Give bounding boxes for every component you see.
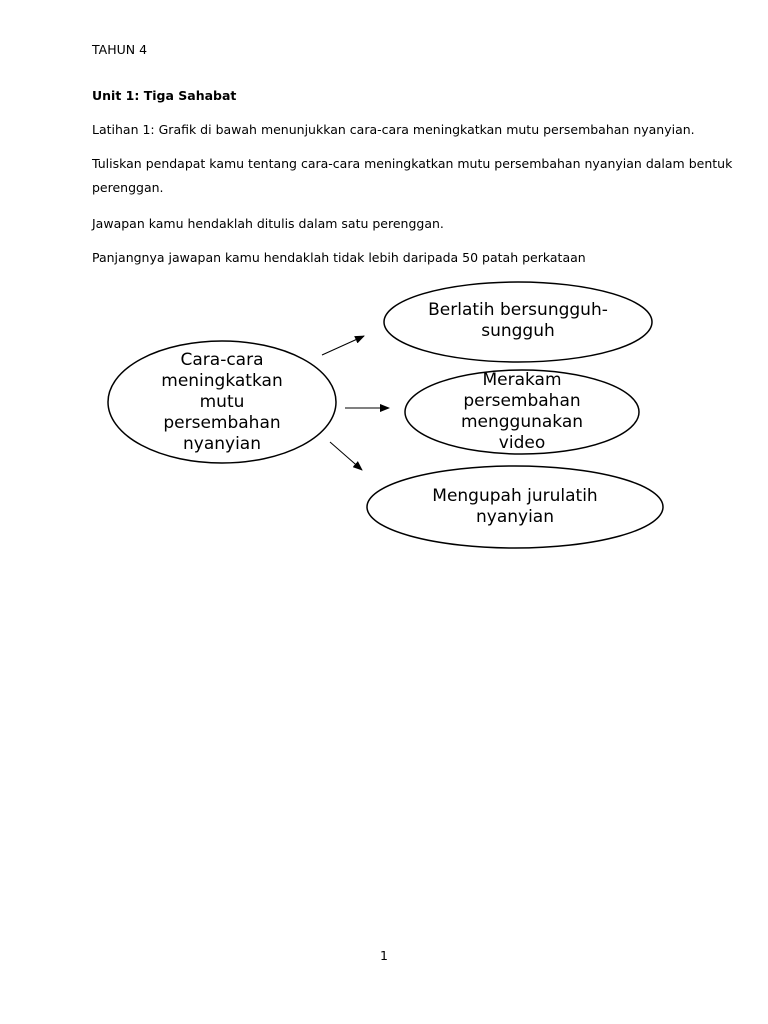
center-label-line-2: meningkatkan — [161, 370, 283, 391]
branch-2-label — [432, 369, 612, 455]
branch-3-label — [400, 484, 630, 530]
center-label-line-5: nyanyian — [182, 433, 261, 454]
format-instruction: Jawapan kamu hendaklah ditulis dalam satu perenggan. — [92, 216, 444, 231]
branch-2-label-line-4: video — [498, 433, 546, 453]
unit-title: Unit 1: Tiga Sahabat — [92, 88, 237, 103]
arrow-to-branch-3 — [330, 442, 362, 470]
branch-3-label-line-1: Mengupah jurulatih — [432, 486, 598, 506]
branch-1-label-line-2: sungguh — [481, 321, 555, 341]
branch-3-label-line-2: nyanyian — [475, 507, 554, 527]
center-label-line-3: mutu — [199, 391, 245, 412]
task-instruction-line-1: Tuliskan pendapat kamu tentang cara-cara meningkatkan mutu persembahan nyanyian dalam bentuk — [92, 156, 733, 171]
branch-1-label-line-1: Berlatih bersungguh- — [428, 300, 608, 320]
task-instruction-line-2: perenggan. — [92, 180, 164, 195]
center-label-line-4: persembahan — [163, 412, 281, 433]
branch-2-label-line-3: menggunakan — [460, 412, 584, 432]
center-bubble-label — [130, 344, 314, 460]
center-label-line-1: Cara-cara — [180, 349, 264, 370]
exercise-instruction: Latihan 1: Grafik di bawah menunjukkan cara-cara meningkatkan mutu persembahan nyanyian. — [92, 122, 695, 137]
branch-1-label — [398, 298, 638, 344]
branch-2-label-line-1: Merakam — [482, 370, 562, 390]
grade-label: TAHUN 4 — [92, 42, 148, 57]
page-number: 1 — [380, 948, 388, 963]
branch-2-label-line-2: persembahan — [463, 391, 581, 411]
length-instruction: Panjangnya jawapan kamu hendaklah tidak lebih daripada 50 patah perkataan — [92, 250, 586, 265]
arrow-to-branch-1 — [322, 336, 364, 355]
